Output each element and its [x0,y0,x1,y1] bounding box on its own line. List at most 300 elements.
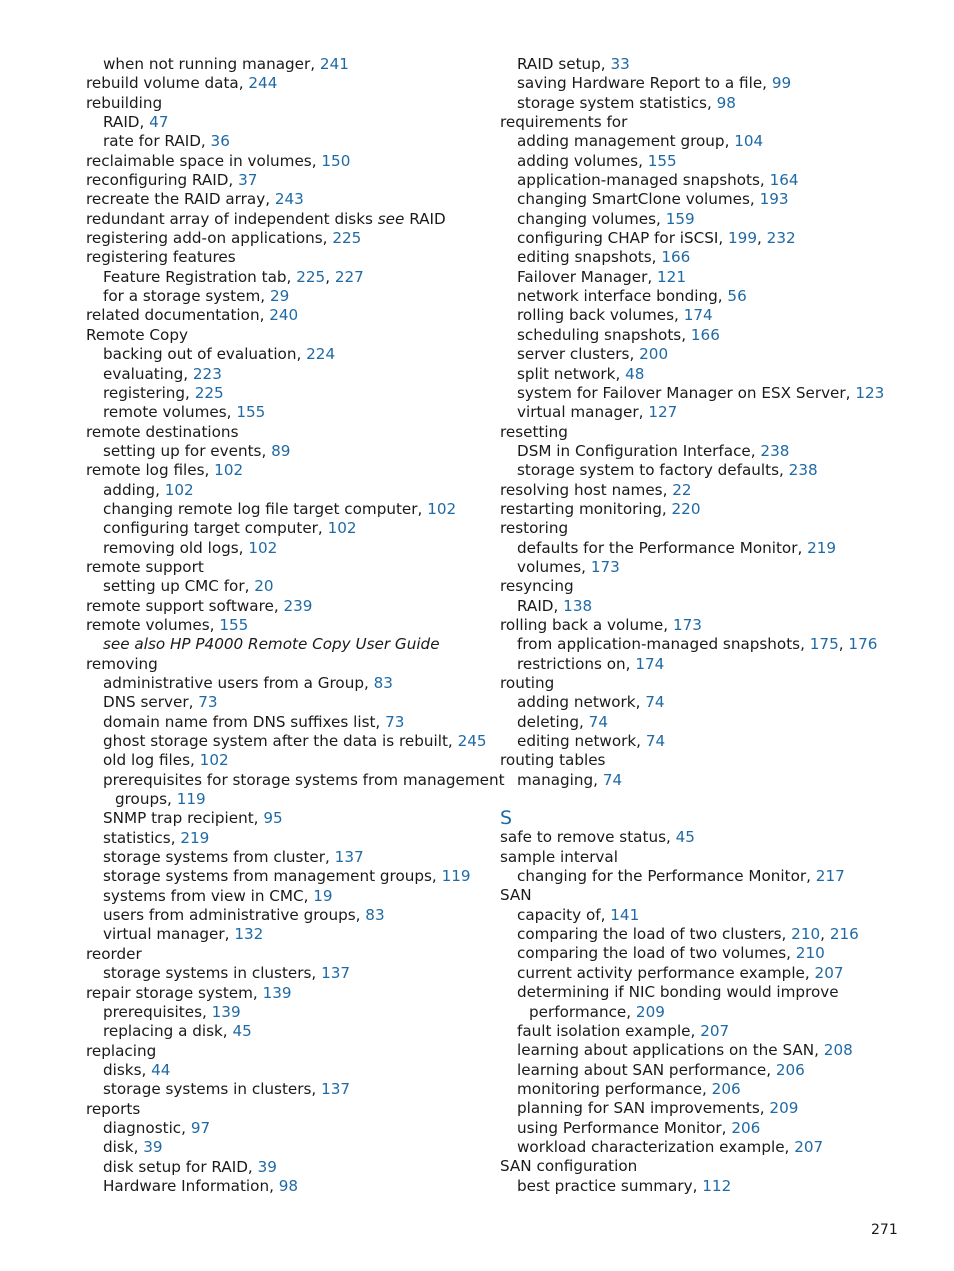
index-entry [500,925,920,944]
entry-text: routing [500,674,555,692]
index-entry [86,229,486,248]
index-entry [500,616,920,635]
page-link[interactable]: 227 [334,267,364,286]
entry-text: determining if NIC bonding would improve [517,983,839,1002]
page-link[interactable]: 83 [365,906,385,925]
page-link[interactable]: 37 [238,171,258,190]
entry-text: configuring target computer, [103,519,328,538]
index-entry [86,809,486,828]
entry-text: users from administrative groups, [103,906,366,925]
page-link[interactable]: 176 [848,635,878,654]
index-entry [500,384,920,403]
entry-text: registering, [103,383,195,402]
entry-text: restarting monitoring, [500,499,672,518]
page-link[interactable]: 199 [728,229,758,248]
entry-text: changing remote log file target computer, [103,499,428,518]
page-link[interactable]: 104 [734,132,764,151]
entry-text: storage systems from cluster, [103,848,335,867]
index-entry [500,345,920,364]
page-link[interactable]: 244 [248,74,278,93]
page-link[interactable]: 207 [794,1137,824,1156]
index-entry [86,268,486,287]
index-entry [500,326,920,345]
index-entry [500,442,920,461]
page-link[interactable]: 141 [610,905,640,924]
index-entry [500,751,920,770]
index-entry [86,519,486,538]
entry-text: application-managed snapshots, [517,171,770,190]
page-link[interactable]: 139 [262,983,292,1002]
page-link[interactable]: 102 [248,538,278,557]
index-entry [86,751,486,770]
entry-text: adding volumes, [517,151,648,170]
index-entry [500,1157,920,1176]
page-link[interactable]: 74 [588,712,608,731]
index-entry [86,770,505,790]
entry-text: routing tables [500,751,606,770]
index-entry [500,403,920,422]
entry-text: reports [86,1099,141,1118]
entry-text: comparing the load of two volumes, [517,944,796,963]
index-entry [500,558,920,577]
index-entry [500,1099,920,1118]
index-entry [86,539,486,558]
entry-text: learning about applications on the SAN, [517,1041,824,1060]
page-link[interactable]: 48 [625,364,645,383]
page-link[interactable]: 207 [814,963,844,982]
page-link[interactable]: 241 [319,55,349,73]
page-link[interactable]: 98 [278,1176,299,1195]
index-entry [86,94,486,113]
entry-text: setting up CMC for, [103,577,255,596]
entry-text: backing out of evaluation, [103,345,307,364]
index-entry [86,1061,486,1080]
index-entry [500,906,920,925]
page-link[interactable]: 22 [672,480,692,499]
page-link[interactable]: 123 [855,383,885,402]
index-entry [86,481,486,500]
page-link[interactable]: 164 [769,171,799,190]
entry-text: reconfiguring RAID, [86,171,239,190]
entry-text: Remote Copy [86,325,188,344]
entry-text: safe to remove status, [500,828,676,847]
index-entry [500,964,920,983]
index-entry [86,55,486,74]
index-entry [86,558,486,577]
index-entry [86,365,486,384]
page-link[interactable]: 166 [661,248,691,267]
page-link[interactable]: 95 [263,809,283,828]
index-entry [500,1177,920,1196]
index-entry [500,577,920,596]
index-entry [86,1119,486,1138]
entry-text: rate for RAID, [103,132,211,151]
index-entry [500,500,920,519]
entry-text: SAN configuration [500,1157,638,1176]
index-entry [86,190,486,209]
entry-text: fault isolation example, [517,1021,701,1040]
page-link[interactable]: 240 [269,306,299,325]
entry-text: capacity of, [517,905,611,924]
entry-text: recreate the RAID array, [86,190,275,209]
entry-text: virtual manager, [103,925,235,944]
index-entry [500,171,920,190]
page-link[interactable]: 112 [702,1176,732,1195]
page-link[interactable]: 207 [700,1021,730,1040]
page-link[interactable]: 155 [236,403,266,422]
entry-text: RAID [404,209,446,228]
index-entry [86,945,486,964]
entry-text: rolling back volumes, [517,306,684,325]
page-link[interactable]: 138 [563,596,593,615]
entry-text: disk, [103,1138,144,1157]
page-link[interactable]: 150 [321,151,351,170]
entry-text: sample interval [500,847,618,866]
page-link[interactable]: 119 [176,790,206,809]
entry-text: performance, [529,1002,636,1021]
entry-text: editing snapshots, [517,248,662,267]
entry-text: virtual manager, [517,403,649,422]
page-link[interactable]: 47 [149,113,169,132]
page-link[interactable]: 243 [274,190,304,209]
page-link[interactable]: 206 [731,1118,761,1137]
index-entry [86,210,486,229]
page-number: 271 [871,1222,898,1238]
entry-text: saving Hardware Report to a file, [517,74,772,93]
page-link[interactable]: 83 [373,674,393,692]
entry-text: learning about SAN performance, [517,1060,776,1079]
index-entry [500,944,920,963]
index-entry [500,210,920,229]
index-entry [86,925,486,944]
entry-text: volumes, [517,557,591,576]
entry-text: redundant array of independent disks [86,209,378,228]
page-link[interactable]: 206 [711,1079,741,1098]
entry-text: disk setup for RAID, [103,1157,258,1176]
entry-text: changing volumes, [517,209,666,228]
entry-text: remote destinations [86,422,239,441]
index-entry [86,674,486,693]
page-link[interactable]: 208 [823,1041,853,1060]
page-link[interactable]: 102 [214,461,244,480]
index-entry [86,964,486,983]
index-entry [500,94,920,113]
index-entry [500,1003,920,1022]
index-entry [500,886,920,905]
index-entry [86,171,486,190]
index-entry [86,461,486,480]
entry-text: storage systems in clusters, [103,1080,322,1099]
entry-text: changing SmartClone volumes, [517,190,760,209]
index-entry [86,306,486,325]
entry-text: server clusters, [517,345,640,364]
page-link[interactable]: 33 [610,55,630,73]
index-entry [86,500,486,519]
entry-text: resetting [500,422,568,441]
entry-text: split network, [517,364,626,383]
entry-text: prerequisites for storage systems from management [103,770,505,789]
entry-text: resyncing [500,577,574,596]
entry-text: groups, [115,790,177,809]
entry-text: see also HP P4000 Remote Copy User Guide [103,635,440,654]
entry-text: , [820,925,830,944]
page-link[interactable]: 73 [385,712,405,731]
page-link[interactable]: 137 [321,1080,351,1099]
entry-text: remote volumes, [103,403,237,422]
index-entry [500,635,920,654]
entry-text: removing [86,654,158,673]
page-link[interactable]: 45 [675,828,695,847]
index-entry [86,403,486,422]
page-link[interactable]: 73 [198,693,218,712]
entry-text: configuring CHAP for iSCSI, [517,229,729,248]
page-link[interactable]: 200 [639,345,669,364]
entry-text: adding network, [517,693,646,712]
index-entry [86,829,486,848]
index-entry [500,771,920,790]
index-entry [86,848,486,867]
entry-text: changing for the Performance Monitor, [517,867,816,886]
page-link[interactable]: 174 [635,654,665,673]
page-link[interactable]: 98 [716,93,736,112]
page-link[interactable]: 219 [807,538,837,557]
index-entry [86,577,486,596]
section-letter [500,809,920,828]
page-link[interactable]: 232 [766,229,796,248]
entry-text: rebuild volume data, [86,74,249,93]
index-entry [500,287,920,306]
index-entry [86,345,486,364]
index-entry [86,442,486,461]
page-link[interactable]: 193 [759,190,789,209]
entry-text: defaults for the Performance Monitor, [517,538,808,557]
page-link[interactable]: 223 [192,364,222,383]
index-entry [500,423,920,442]
entry-text: rolling back a volume, [500,615,673,634]
page-link[interactable]: 245 [457,732,487,751]
index-entry [86,287,486,306]
entry-text: restrictions on, [517,654,636,673]
entry-text: RAID, [103,113,150,132]
index-entry [500,55,920,74]
index-entry [86,1177,486,1196]
page-link[interactable]: 102 [327,519,357,538]
entry-text: for a storage system, [103,287,270,306]
page-link[interactable]: 89 [271,441,291,460]
entry-text: best practice summary, [517,1176,703,1195]
entry-text: workload characterization example, [517,1137,795,1156]
entry-text: see [377,209,405,228]
page-link[interactable]: 29 [269,287,290,306]
index-entry [86,597,486,616]
entry-text: current activity performance example, [517,963,815,982]
index-entry [500,229,920,248]
index-entry [500,713,920,732]
page-link[interactable]: 225 [296,267,326,286]
page-link[interactable]: 74 [602,770,623,789]
index-entry [500,74,920,93]
page-link[interactable]: 206 [775,1060,805,1079]
index-entry [86,693,486,712]
page-link[interactable]: 219 [180,828,210,847]
entry-text: remote log files, [86,461,215,480]
page-link[interactable]: 225 [332,229,362,248]
page-link[interactable]: 217 [815,867,845,886]
entry-text: storage system statistics, [517,93,717,112]
page-link[interactable]: 102 [199,751,229,770]
entry-text: from application-managed snapshots, [517,635,810,654]
entry-text: comparing the load of two clusters, [517,925,792,944]
entry-text: repair storage system, [86,983,263,1002]
page-link[interactable]: 175 [809,635,839,654]
entry-text: Feature Registration tab, [103,267,297,286]
page-link[interactable]: 210 [795,944,825,963]
index-entry [500,1080,920,1099]
entry-text: planning for SAN improvements, [517,1099,770,1118]
index-entry [86,326,486,345]
entry-text: disks, [103,1060,152,1079]
page-link[interactable]: 97 [190,1118,211,1137]
page-link[interactable]: 20 [254,577,274,596]
page-link[interactable]: 209 [769,1099,799,1118]
entry-text: reorder [86,944,142,963]
page-link[interactable]: 159 [665,209,695,228]
entry-text: remote volumes, [86,615,220,634]
entry-text: replacing a disk, [103,1022,233,1041]
index-entry [500,113,920,132]
index-entry [500,597,920,616]
page-link[interactable]: 174 [683,306,713,325]
index-entry [86,732,486,751]
entry-text: Failover Manager, [517,267,658,286]
page-link[interactable]: 216 [829,925,859,944]
index-column-left [86,55,505,1196]
page-link[interactable]: 99 [771,74,792,93]
entry-text: storage systems from management groups, [103,867,442,886]
index-entry [500,1041,920,1060]
page-link[interactable]: 127 [648,403,678,422]
index-entry [86,1003,486,1022]
entry-text: registering features [86,248,236,267]
index-entry [500,693,920,712]
index-entry [500,867,920,886]
entry-text: storage systems in clusters, [103,964,322,983]
page-link[interactable]: 19 [313,886,333,905]
index-entry [86,1158,486,1177]
entry-text: , [325,267,335,286]
entry-text: SNMP trap recipient, [103,809,264,828]
entry-text: , [838,635,849,654]
entry-text: removing old logs, [103,538,249,557]
index-entry [86,248,486,267]
page-link[interactable]: 39 [143,1138,163,1157]
page-link[interactable]: 137 [321,964,351,983]
entry-text: systems from view in CMC, [103,886,314,905]
entry-text: registering add-on applications, [86,229,333,248]
page-link[interactable]: 121 [657,267,687,286]
page-link[interactable]: 239 [283,596,313,615]
entry-text: remote support software, [86,596,284,615]
entry-text: network interface bonding, [517,287,728,306]
entry-text: adding management group, [517,132,735,151]
page-link[interactable]: 225 [194,383,224,402]
page-link[interactable]: 209 [635,1002,665,1021]
page-link[interactable]: 224 [306,345,336,364]
index-entry [86,616,486,635]
entry-text: editing network, [517,732,646,751]
entry-text: S [500,807,513,830]
page-link[interactable]: 137 [334,848,364,867]
entry-text: evaluating, [103,364,193,383]
page-link[interactable]: 173 [672,615,702,634]
page-link[interactable]: 56 [727,287,747,306]
index-entry [500,248,920,267]
index-entry [500,481,920,500]
index-entry [86,152,486,171]
page-link[interactable]: 36 [210,132,230,151]
page-link[interactable]: 173 [590,557,620,576]
index-entry [86,384,486,403]
index-entry [86,1138,486,1157]
page-link[interactable]: 119 [441,867,471,886]
index-entry [500,1138,920,1157]
index-entry [500,519,920,538]
page-link[interactable]: 155 [647,151,677,170]
entry-text: old log files, [103,751,200,770]
page-link[interactable]: 238 [760,441,790,460]
page-link[interactable]: 102 [427,499,457,518]
entry-text: setting up for events, [103,441,272,460]
entry-text: reclaimable space in volumes, [86,151,322,170]
page-link[interactable]: 74 [645,732,666,751]
entry-text: replacing [86,1041,157,1060]
page-link[interactable]: 139 [211,1002,241,1021]
entry-text: managing, [517,770,603,789]
index-column-right [500,55,920,1196]
page-link[interactable]: 166 [690,325,720,344]
index-entry [500,461,920,480]
page-link[interactable]: 155 [219,615,249,634]
index-entry [500,365,920,384]
page-link[interactable]: 44 [151,1060,171,1079]
entry-text: DNS server, [103,693,199,712]
page-link[interactable]: 220 [671,499,701,518]
page-link[interactable]: 132 [234,925,264,944]
page-link[interactable]: 238 [788,461,818,480]
entry-text: restoring [500,519,569,538]
index-entry [500,1061,920,1080]
entry-text: diagnostic, [103,1118,191,1137]
index-entry [86,635,486,654]
page-link[interactable]: 102 [164,480,194,499]
entry-text: when not running manager, [103,55,320,73]
entry-text: remote support [86,557,204,576]
entry-text: SAN [500,886,532,905]
entry-text: administrative users from a Group, [103,674,374,692]
index-entry [500,539,920,558]
index-entry [500,848,920,867]
entry-text: Hardware Information, [103,1176,279,1195]
index-entry [500,306,920,325]
entry-text: RAID, [517,596,564,615]
page-link[interactable]: 45 [232,1022,252,1041]
page-link[interactable]: 210 [791,925,821,944]
entry-text: using Performance Monitor, [517,1118,732,1137]
page-link[interactable]: 39 [257,1157,277,1176]
index-entry [500,190,920,209]
index-entry [86,906,486,925]
page-link[interactable]: 74 [645,693,665,712]
